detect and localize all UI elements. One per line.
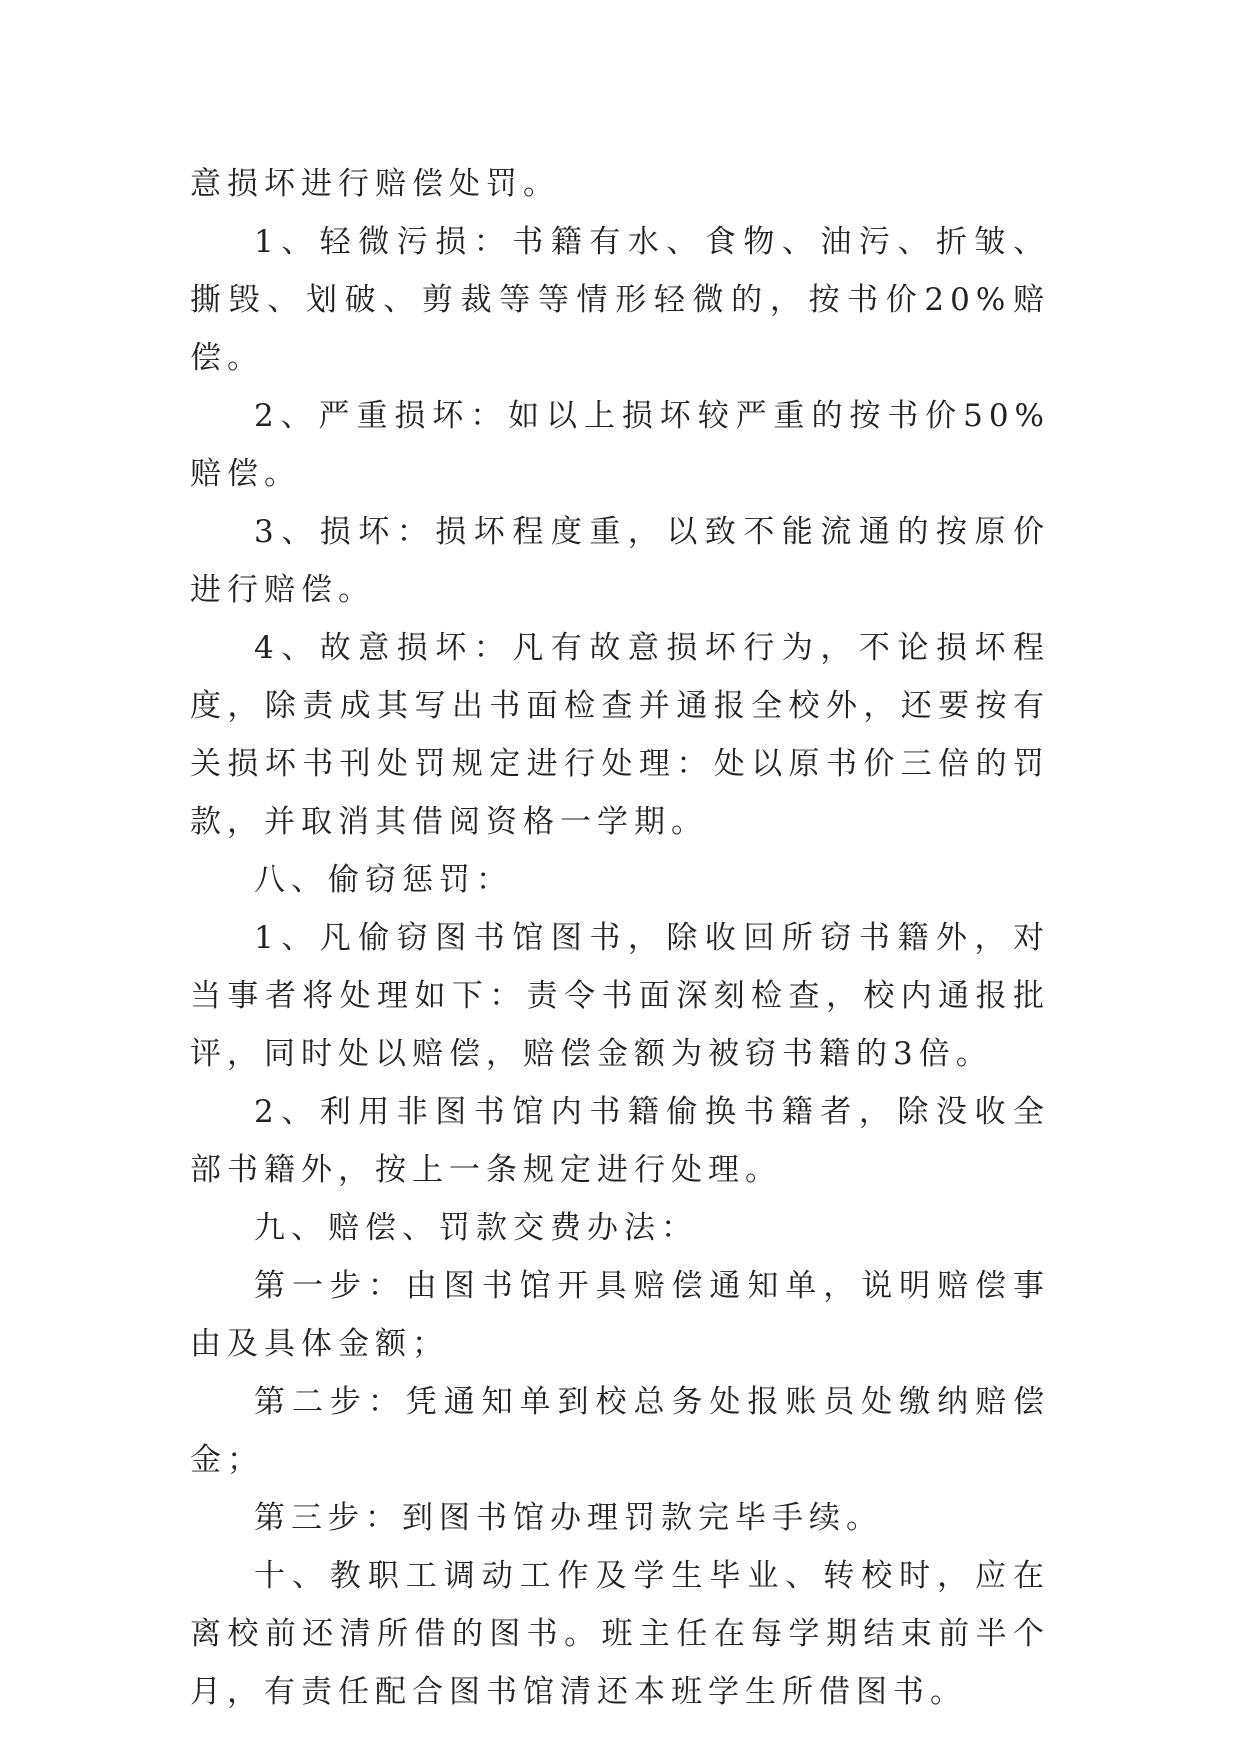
paragraph-continuation: 意损坏进行赔偿处罚。 [190, 166, 560, 202]
paragraph-serious-damage: 2、严重损坏：如以上损坏较严重的按书价50%赔偿。 [190, 398, 1050, 492]
paragraph-payment-step-2: 第二步：凭通知单到校总务处报账员处缴纳赔偿金； [190, 1384, 1050, 1478]
paragraph-payment-step-3: 第三步：到图书馆办理罚款完毕手续。 [254, 1500, 883, 1536]
paragraph-theft-rule-2: 2、利用非图书馆内书籍偷换书籍者，除没收全部书籍外，按上一条规定进行处理。 [190, 1094, 1050, 1188]
paragraph-theft-rule-1: 1、凡偷窃图书馆图书，除收回所窃书籍外，对当事者将处理如下：责令书面深刻检查，校内通报批评，同时处以赔偿，赔偿金额为被窃书籍的3倍。 [190, 920, 1050, 1072]
section-heading-theft: 八、偷窃惩罚： [254, 862, 513, 898]
document-body [190, 155, 1050, 1721]
paragraph-minor-damage: 1、轻微污损：书籍有水、食物、油污、折皱、撕毁、划破、剪裁等等情形轻微的，按书价20%赔偿。 [190, 224, 1050, 376]
section-heading-payment: 九、赔偿、罚款交费办法： [254, 1210, 698, 1246]
paragraph-damage: 3、损坏：损坏程度重，以致不能流通的按原价进行赔偿。 [190, 514, 1050, 608]
section-heading-departure: 十、教职工调动工作及学生毕业、转校时，应在离校前还清所借的图书。班主任在每学期结束前半个月，有责任配合图书馆清还本班学生所借图书。 [190, 1558, 1050, 1710]
paragraph-intentional-damage: 4、故意损坏：凡有故意损坏行为，不论损坏程度，除责成其写出书面检查并通报全校外，还要按有关损坏书刊处罚规定进行处理：处以原书价三倍的罚款，并取消其借阅资格一学期。 [190, 630, 1050, 840]
paragraph-payment-step-1: 第一步：由图书馆开具赔偿通知单，说明赔偿事由及具体金额； [190, 1268, 1050, 1362]
